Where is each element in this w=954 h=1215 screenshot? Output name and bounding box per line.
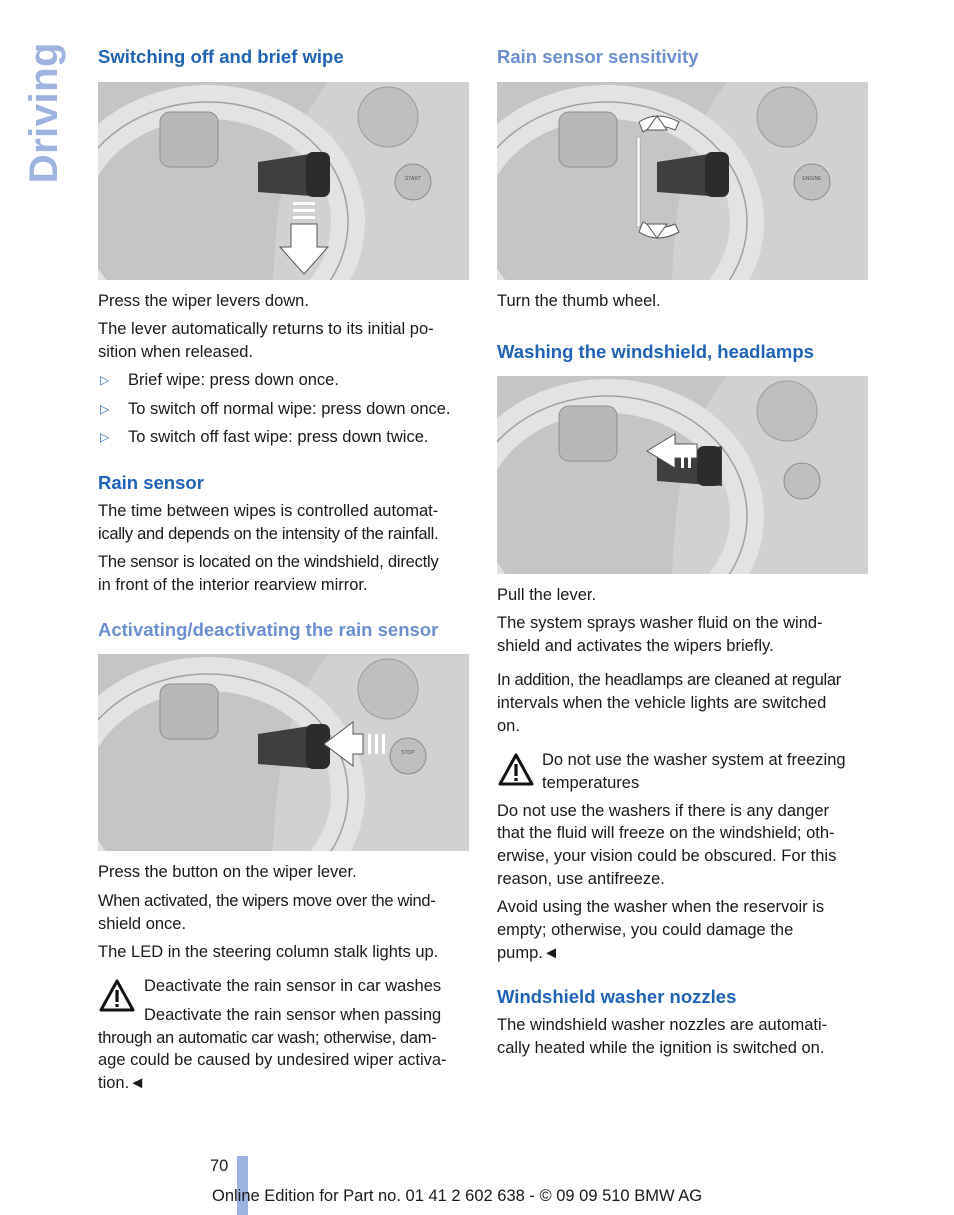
para-rain-sensor-line2: ically and depends on the intensity of the rainfall. — [98, 525, 439, 543]
para-nozzles-line1: The windshield washer nozzles are automati- — [497, 1016, 828, 1034]
bullet-text: Brief wipe: press down once. — [128, 371, 339, 389]
para-nozzles-line2: cally heated while the ignition is switched on. — [497, 1039, 825, 1057]
illustration-pull-lever — [497, 376, 868, 574]
para-freeze-danger-line3: erwise, your vision could be obscured. For this — [497, 847, 837, 865]
wipe-bullet-list — [98, 369, 469, 455]
para-led-lights: The LED in the steering column stalk lights up. — [98, 943, 439, 961]
start-stop-text-1: START — [405, 176, 421, 182]
bullet-triangle-icon: ▷ — [100, 373, 110, 387]
warning-text-line3: age could be caused by undesired wiper activa- — [98, 1051, 447, 1069]
para-rain-sensor-line1: The time between wipes is controlled automat- — [98, 502, 439, 520]
warning-text-line4: tion.◄ — [98, 1074, 146, 1092]
para-freeze-danger-line1: Do not use the washers if there is any danger — [497, 802, 830, 820]
para-press-wiper-down: Press the wiper levers down. — [98, 292, 309, 310]
para-freeze-danger-line2: that the fluid will freeze on the windshield; oth- — [497, 824, 835, 842]
para-wipers-move-line2: shield once. — [98, 915, 187, 933]
illustration-thumb-wheel — [497, 82, 868, 280]
para-sprays-fluid-line1: The system sprays washer fluid on the wind- — [497, 614, 823, 632]
start-stop-text-2: STOP — [401, 750, 415, 756]
para-freeze-danger-line4: reason, use antifreeze. — [497, 870, 665, 888]
para-reservoir-line1: Avoid using the washer when the reservoir is — [497, 898, 825, 916]
bullet-triangle-icon: ▷ — [100, 430, 110, 444]
footer-accent-bar — [237, 1156, 248, 1215]
warning-triangle-icon — [497, 752, 535, 788]
section-tab-label: Driving — [22, 42, 66, 184]
para-headlamps-line3: on. — [497, 717, 520, 735]
warning-title-car-wash: Deactivate the rain sensor in car washes — [144, 977, 442, 995]
heading-rain-sensor-sensitivity: Rain sensor sensitivity — [497, 46, 699, 67]
heading-washing-windshield: Washing the windshield, headlamps — [497, 341, 814, 362]
para-pull-lever: Pull the lever. — [497, 586, 597, 604]
bullet-text: To switch off fast wipe: press down twice. — [128, 428, 429, 446]
para-headlamps-line1: In addition, the headlamps are cleaned at regular — [497, 671, 841, 689]
warning-triangle-icon — [98, 978, 136, 1014]
heading-washer-nozzles: Windshield washer nozzles — [497, 986, 737, 1007]
heading-rain-sensor: Rain sensor — [98, 472, 204, 493]
para-sensor-location-line1: The sensor is located on the windshield, directly — [98, 553, 439, 571]
start-stop-text-3: ENGINE — [802, 176, 822, 182]
warning-text-line1: Deactivate the rain sensor when passing — [144, 1006, 442, 1024]
para-reservoir-line2: empty; otherwise, you could damage the — [497, 921, 794, 939]
warning-text-line2: through an automatic car wash; otherwise, dam- — [98, 1029, 437, 1047]
list-item — [98, 426, 469, 455]
list-item — [98, 369, 469, 398]
bullet-text: To switch off normal wipe: press down once. — [128, 399, 451, 418]
heading-activating-rain-sensor: Activating/deactivating the rain sensor — [98, 619, 439, 640]
footer-edition-text: Online Edition for Part no. 01 41 2 602 638 - © 09 09 510 BMW AG — [212, 1187, 703, 1205]
para-lever-returns-line2: sition when released. — [98, 343, 254, 361]
warning-title-freezing-line2: temperatures — [542, 774, 640, 792]
para-wipers-move-line1: When activated, the wipers move over the wind- — [98, 892, 436, 910]
page-number: 70 — [210, 1157, 229, 1175]
para-press-button: Press the button on the wiper lever. — [98, 863, 357, 881]
bullet-triangle-icon: ▷ — [100, 401, 110, 416]
section-tab — [22, 42, 66, 184]
para-turn-thumb-wheel: Turn the thumb wheel. — [497, 292, 661, 310]
para-sensor-location-line2: in front of the interior rearview mirror. — [98, 576, 368, 594]
para-sprays-fluid-line2: shield and activates the wipers briefly. — [497, 637, 774, 655]
heading-switching-off: Switching off and brief wipe — [98, 46, 344, 67]
para-headlamps-line2: intervals when the vehicle lights are switched — [497, 694, 827, 712]
list-item — [98, 398, 469, 427]
para-reservoir-line3: pump.◄ — [497, 944, 560, 962]
illustration-press-button — [98, 654, 469, 851]
illustration-lever-down — [98, 82, 469, 280]
warning-title-freezing-line1: Do not use the washer system at freezing — [542, 751, 846, 769]
para-lever-returns-line1: The lever automatically returns to its initial po- — [98, 320, 434, 338]
